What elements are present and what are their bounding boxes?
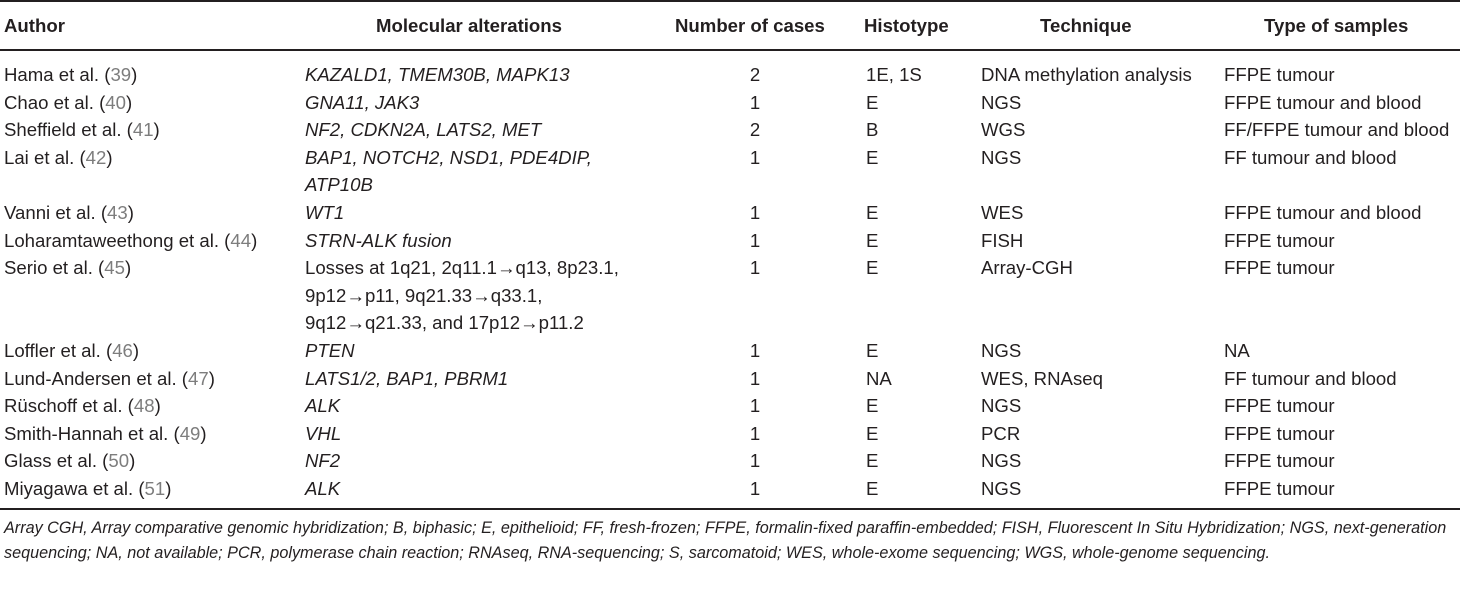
header-histotype: Histotype bbox=[864, 15, 949, 36]
author-name: Serio et al. ( bbox=[4, 257, 105, 279]
reference-link[interactable]: 50 bbox=[108, 450, 130, 472]
molecular-alterations-line: PTEN bbox=[305, 340, 355, 361]
author-name: Vanni et al. ( bbox=[4, 202, 108, 223]
author-cell bbox=[4, 420, 207, 448]
type-of-samples-cell: FFPE tumour bbox=[1224, 422, 1335, 444]
type-of-samples-cell: FF tumour and blood bbox=[1224, 146, 1397, 168]
histotype-cell: E bbox=[866, 422, 879, 444]
reference-link[interactable]: 48 bbox=[133, 395, 155, 417]
reference-close-paren: ) bbox=[154, 395, 161, 417]
author-name: Hama et al. ( bbox=[4, 64, 111, 85]
author-cell bbox=[4, 227, 257, 255]
molecular-alterations-cell bbox=[305, 227, 665, 255]
histotype-cell: E bbox=[866, 202, 879, 223]
histotype-cell: B bbox=[866, 119, 879, 141]
number-of-cases-cell: 1 bbox=[749, 395, 761, 417]
reference-link[interactable]: 41 bbox=[132, 119, 154, 141]
reference-close-paren: ) bbox=[127, 202, 134, 223]
technique-cell: NGS bbox=[981, 340, 1022, 361]
type-of-samples-cell: FF tumour and blood bbox=[1224, 367, 1397, 389]
reference-close-paren: ) bbox=[106, 146, 113, 168]
number-of-cases-cell: 1 bbox=[749, 229, 761, 251]
type-of-samples-cell: FFPE tumour and blood bbox=[1224, 202, 1422, 223]
number-of-cases-cell: 1 bbox=[749, 422, 761, 444]
histotype-cell: 1E, 1S bbox=[866, 64, 922, 85]
molecular-alterations-cell bbox=[305, 116, 665, 144]
header-type-of-samples: Type of samples bbox=[1264, 15, 1409, 36]
number-of-cases-cell: 2 bbox=[749, 64, 761, 85]
molecular-alterations-line: GNA11, JAK3 bbox=[305, 91, 420, 113]
number-of-cases-cell: 1 bbox=[749, 367, 761, 389]
molecular-alterations-line: NF2 bbox=[305, 450, 341, 472]
type-of-samples-cell: FFPE tumour bbox=[1224, 478, 1335, 499]
histotype-cell: E bbox=[866, 395, 879, 417]
molecular-alterations-cell bbox=[305, 144, 665, 199]
type-of-samples-cell: FF/FFPE tumour and blood bbox=[1224, 119, 1450, 141]
author-name: Rüschoff et al. ( bbox=[4, 395, 134, 417]
technique-cell: NGS bbox=[981, 91, 1022, 113]
reference-close-paren: ) bbox=[125, 91, 133, 113]
type-of-samples-cell: FFPE tumour and blood bbox=[1224, 91, 1422, 113]
molecular-alterations-cell bbox=[305, 475, 665, 503]
header-molecular-alterations: Molecular alterations bbox=[376, 15, 562, 36]
author-cell bbox=[4, 337, 139, 365]
reference-link[interactable]: 40 bbox=[105, 91, 126, 113]
number-of-cases-cell: 1 bbox=[749, 202, 761, 223]
author-name: Smith-Hannah et al. ( bbox=[4, 422, 180, 444]
molecular-alterations-cell bbox=[305, 337, 665, 365]
molecular-alterations-line: ALK bbox=[305, 395, 341, 417]
author-cell bbox=[4, 254, 131, 282]
header-technique: Technique bbox=[1040, 15, 1132, 36]
molecular-alterations-cell bbox=[305, 420, 665, 448]
author-cell bbox=[4, 89, 132, 117]
number-of-cases-cell: 2 bbox=[749, 119, 761, 141]
author-name: Lund-Andersen et al. ( bbox=[4, 367, 188, 389]
histotype-cell: E bbox=[866, 450, 879, 472]
number-of-cases-cell: 1 bbox=[749, 450, 761, 472]
molecular-alterations-line: WT1 bbox=[305, 202, 345, 223]
molecular-alterations-line: KAZALD1, TMEM30B, MAPK13 bbox=[305, 64, 570, 85]
author-cell bbox=[4, 61, 137, 89]
type-of-samples-cell: FFPE tumour bbox=[1224, 257, 1335, 279]
molecular-alterations-line: NF2, CDKN2A, LATS2, MET bbox=[305, 119, 542, 141]
number-of-cases-cell: 1 bbox=[749, 340, 761, 361]
number-of-cases-cell: 1 bbox=[749, 257, 761, 279]
author-name: Miyagawa et al. ( bbox=[4, 478, 145, 499]
author-cell bbox=[4, 365, 215, 393]
molecular-alterations-line: 9p12→p11, 9q21.33→q33.1, bbox=[305, 284, 543, 306]
type-of-samples-cell: FFPE tumour bbox=[1224, 395, 1335, 417]
technique-cell: NGS bbox=[981, 478, 1022, 499]
number-of-cases-cell: 1 bbox=[749, 91, 761, 113]
reference-link[interactable]: 46 bbox=[112, 340, 133, 361]
molecular-alterations-line: 9q12→q21.33, and 17p12→p11.2 bbox=[305, 312, 584, 334]
author-name: Loffler et al. ( bbox=[4, 340, 113, 361]
reference-close-paren: ) bbox=[165, 478, 172, 499]
table-footnote: Array CGH, Array comparative genomic hybridization; B, biphasic; E, epithelioid; FF, fresh-frozen; FFPE, formalin-fixed paraffin-embedded; FISH, Fluorescent In Situ Hybridization; NGS, next-generation sequencing; NA, not available; PCR, polymerase chain reaction; RNAseq, RNA-sequencing; S, sarcomatoid; WES, whole-exome sequencing; WGS, whole-genome sequencing. bbox=[4, 519, 1447, 562]
number-of-cases-cell: 1 bbox=[749, 146, 761, 168]
molecular-alterations-cell bbox=[305, 392, 665, 420]
bottom-rule bbox=[0, 508, 1460, 510]
molecular-alterations-line: BAP1, NOTCH2, NSD1, PDE4DIP, bbox=[305, 146, 592, 168]
reference-close-paren: ) bbox=[131, 64, 138, 85]
header-rule bbox=[0, 49, 1460, 51]
technique-cell: WGS bbox=[981, 119, 1026, 141]
molecular-alterations-cell bbox=[305, 254, 665, 337]
histotype-cell: E bbox=[866, 229, 879, 251]
reference-close-paren: ) bbox=[132, 340, 140, 361]
type-of-samples-cell: FFPE tumour bbox=[1224, 450, 1335, 472]
technique-cell: WES, RNAseq bbox=[981, 367, 1103, 389]
header-number-of-cases: Number of cases bbox=[675, 15, 825, 36]
reference-close-paren: ) bbox=[208, 367, 215, 389]
molecular-alterations-line: ALK bbox=[305, 478, 341, 499]
technique-cell: FISH bbox=[981, 229, 1024, 251]
technique-cell: DNA methylation analysis bbox=[981, 64, 1192, 85]
molecular-alterations-cell bbox=[305, 447, 665, 475]
author-cell bbox=[4, 199, 134, 227]
author-name: Lai et al. ( bbox=[4, 146, 86, 168]
author-name: Sheffield et al. ( bbox=[4, 119, 133, 141]
reference-link[interactable]: 39 bbox=[110, 64, 132, 85]
reference-close-paren: ) bbox=[200, 422, 207, 444]
histotype-cell: E bbox=[866, 91, 879, 113]
author-name: Loharamtaweethong et al. ( bbox=[4, 229, 231, 251]
technique-cell: NGS bbox=[981, 146, 1022, 168]
number-of-cases-cell: 1 bbox=[749, 478, 761, 499]
technique-cell: WES bbox=[981, 202, 1024, 223]
reference-link[interactable]: 45 bbox=[104, 257, 125, 279]
author-name: Chao et al. ( bbox=[4, 91, 106, 113]
author-cell bbox=[4, 447, 135, 475]
reference-link[interactable]: 42 bbox=[85, 146, 107, 168]
reference-link[interactable]: 49 bbox=[179, 422, 201, 444]
header-author: Author bbox=[4, 15, 65, 36]
histotype-cell: NA bbox=[866, 367, 892, 389]
histotype-cell: E bbox=[866, 146, 879, 168]
type-of-samples-cell: NA bbox=[1224, 340, 1250, 361]
type-of-samples-cell: FFPE tumour bbox=[1224, 64, 1335, 85]
molecular-alterations-cell bbox=[305, 199, 665, 227]
reference-link[interactable]: 43 bbox=[107, 202, 128, 223]
author-cell bbox=[4, 144, 113, 172]
reference-link[interactable]: 44 bbox=[230, 229, 252, 251]
technique-cell: NGS bbox=[981, 395, 1022, 417]
histotype-cell: E bbox=[866, 340, 879, 361]
technique-cell: PCR bbox=[981, 422, 1021, 444]
molecular-alterations-line: Losses at 1q21, 2q11.1→q13, 8p23.1, bbox=[305, 257, 619, 279]
molecular-alterations-cell bbox=[305, 365, 665, 393]
top-rule bbox=[0, 0, 1460, 2]
reference-link[interactable]: 47 bbox=[188, 367, 209, 389]
molecular-alterations-line: ATP10B bbox=[305, 174, 373, 196]
author-cell bbox=[4, 392, 161, 420]
histotype-cell: E bbox=[866, 478, 879, 499]
molecular-alterations-line: LATS1/2, BAP1, PBRM1 bbox=[305, 367, 509, 389]
technique-cell: Array-CGH bbox=[981, 257, 1073, 279]
author-cell bbox=[4, 475, 171, 503]
reference-close-paren: ) bbox=[251, 229, 258, 251]
molecular-alterations-cell bbox=[305, 61, 665, 89]
author-cell bbox=[4, 116, 160, 144]
reference-link[interactable]: 51 bbox=[144, 478, 166, 499]
reference-close-paren: ) bbox=[124, 257, 132, 279]
molecular-alterations-cell bbox=[305, 89, 665, 117]
molecular-alterations-line: STRN-ALK fusion bbox=[305, 229, 452, 251]
author-name: Glass et al. ( bbox=[4, 450, 109, 472]
reference-close-paren: ) bbox=[129, 450, 136, 472]
molecular-alterations-line: VHL bbox=[305, 422, 342, 444]
technique-cell: NGS bbox=[981, 450, 1022, 472]
reference-close-paren: ) bbox=[153, 119, 160, 141]
type-of-samples-cell: FFPE tumour bbox=[1224, 229, 1335, 251]
histotype-cell: E bbox=[866, 257, 879, 279]
